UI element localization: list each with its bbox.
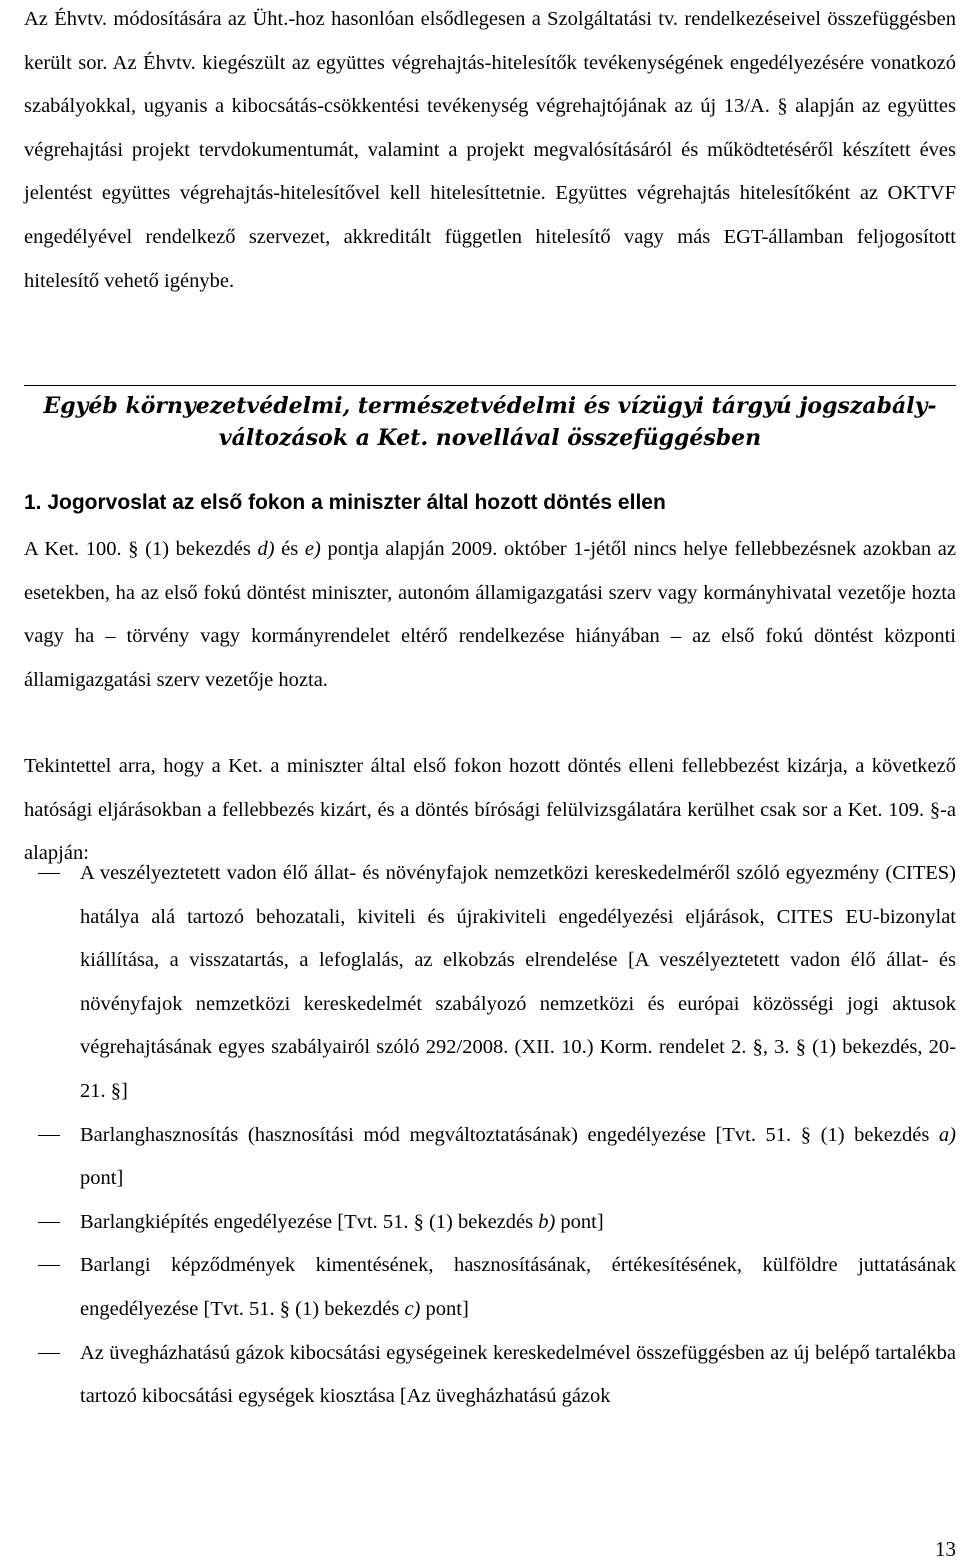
procedures-list <box>24 852 956 1419</box>
list-item: Az üvegházhatású gázok kibocsátási egységeinek kereskedelmével összefüggésben az új belépő tartalékba tartozó kibocsátási egységek kiosztása [Az üvegházhatású gázok <box>24 1332 956 1419</box>
dash-bullet <box>38 1265 60 1266</box>
section-divider <box>24 385 956 386</box>
dash-bullet <box>38 873 60 874</box>
appeal-paragraph <box>24 528 956 702</box>
point-e: e) <box>304 538 321 560</box>
appeal-text-mid: és <box>274 538 305 560</box>
list-item: Barlangkiépítés engedélyezése [Tvt. 51. § (1) bekezdés b) pont] <box>24 1201 956 1245</box>
dash-bullet <box>38 1135 60 1136</box>
point-d: d) <box>257 538 275 560</box>
appeal-text-end: pontja alapján 2009. október 1-jétől nincs helye fellebbezésnek azokban az esetekben, ha az első fokú döntést miniszter, autonóm államigazgatási szerv vagy kormányhivatal vezetője hozta vagy ha – törvény vagy kormányrendelet eltérő rendelkezése hiányában – az első fokú döntést központi államigazgatási szerv vezetője hozta. <box>24 538 956 691</box>
appeal-text-start: A Ket. 100. § (1) bekezdés <box>24 538 258 560</box>
list-item: Barlangi képződmények kimentésének, hasznosításának, értékesítésének, külföldre juttatásának engedélyezése [Tvt. 51. § (1) bekezdés c) pont] <box>24 1244 956 1331</box>
section-title: Egyéb környezetvédelmi, természetvédelmi és vízügyi tárgyú jogszabály-változások a Ket. novellával összefüggésben <box>43 393 937 451</box>
subsection-title: 1. Jogorvoslat az első fokon a miniszter által hozott döntés ellen <box>24 491 666 514</box>
list-item: A veszélyeztetett vadon élő állat- és növényfajok nemzetközi kereskedelméről szóló egyezmény (CITES) hatálya alá tartozó behozatali, kiviteli és újrakiviteli engedélyezési eljárások, CITES EU-bizonylat kiállítása, a visszatartás, a lefoglalás, az elkobzás elrendelése [A veszélyeztetett vadon élő állat- és növényfajok nemzetközi kereskedelmét szabályozó nemzetközi és európai közösségi jogi aktusok végrehajtásának egyes szabályairól szóló 292/2008. (XII. 10.) Korm. rendelet 2. §, 3. § (1) bekezdés, 20-21. §] <box>24 852 956 1114</box>
list-item: Barlanghasznosítás (hasznosítási mód megváltoztatásának) engedélyezése [Tvt. 51. § (1) bekezdés a) pont] <box>24 1114 956 1201</box>
document-page <box>24 0 956 1561</box>
procedures-intro-paragraph: Tekintettel arra, hogy a Ket. a miniszter által első fokon hozott döntés elleni fellebbezést kizárja, a következő hatósági eljárásokban a fellebbezés kizárt, és a döntés bírósági felülvizsgálatára kerülhet csak sor a Ket. 109. §-a alapján: <box>24 755 956 865</box>
page-number: 13 <box>935 1537 956 1561</box>
dash-bullet <box>38 1353 60 1354</box>
dash-bullet <box>38 1222 60 1223</box>
intro-paragraph: Az Éhvtv. módosítására az Üht.-hoz hasonlóan elsődlegesen a Szolgáltatási tv. rendelkezéseivel összefüggésben került sor. Az Éhvtv. kiegészült az együttes végrehajtás-hitelesítők tevékenységének engedélyezésére vonatkozó szabályokkal, ugyanis a kibocsátás-csökkentési tevékenység végrehajtójának az új 13/A. § alapján az együttes végrehajtási projekt tervdokumentumát, valamint a projekt megvalósításáról és működtetéséről készített éves jelentést együttes végrehajtás-hitelesítővel kell hitelesíttetnie. Együttes végrehajtás hitelesítőként az OKTVF engedélyével rendelkező szervezet, akkreditált független hitelesítő vagy más EGT-államban feljogosított hitelesítő vehető igénybe. <box>24 8 956 292</box>
